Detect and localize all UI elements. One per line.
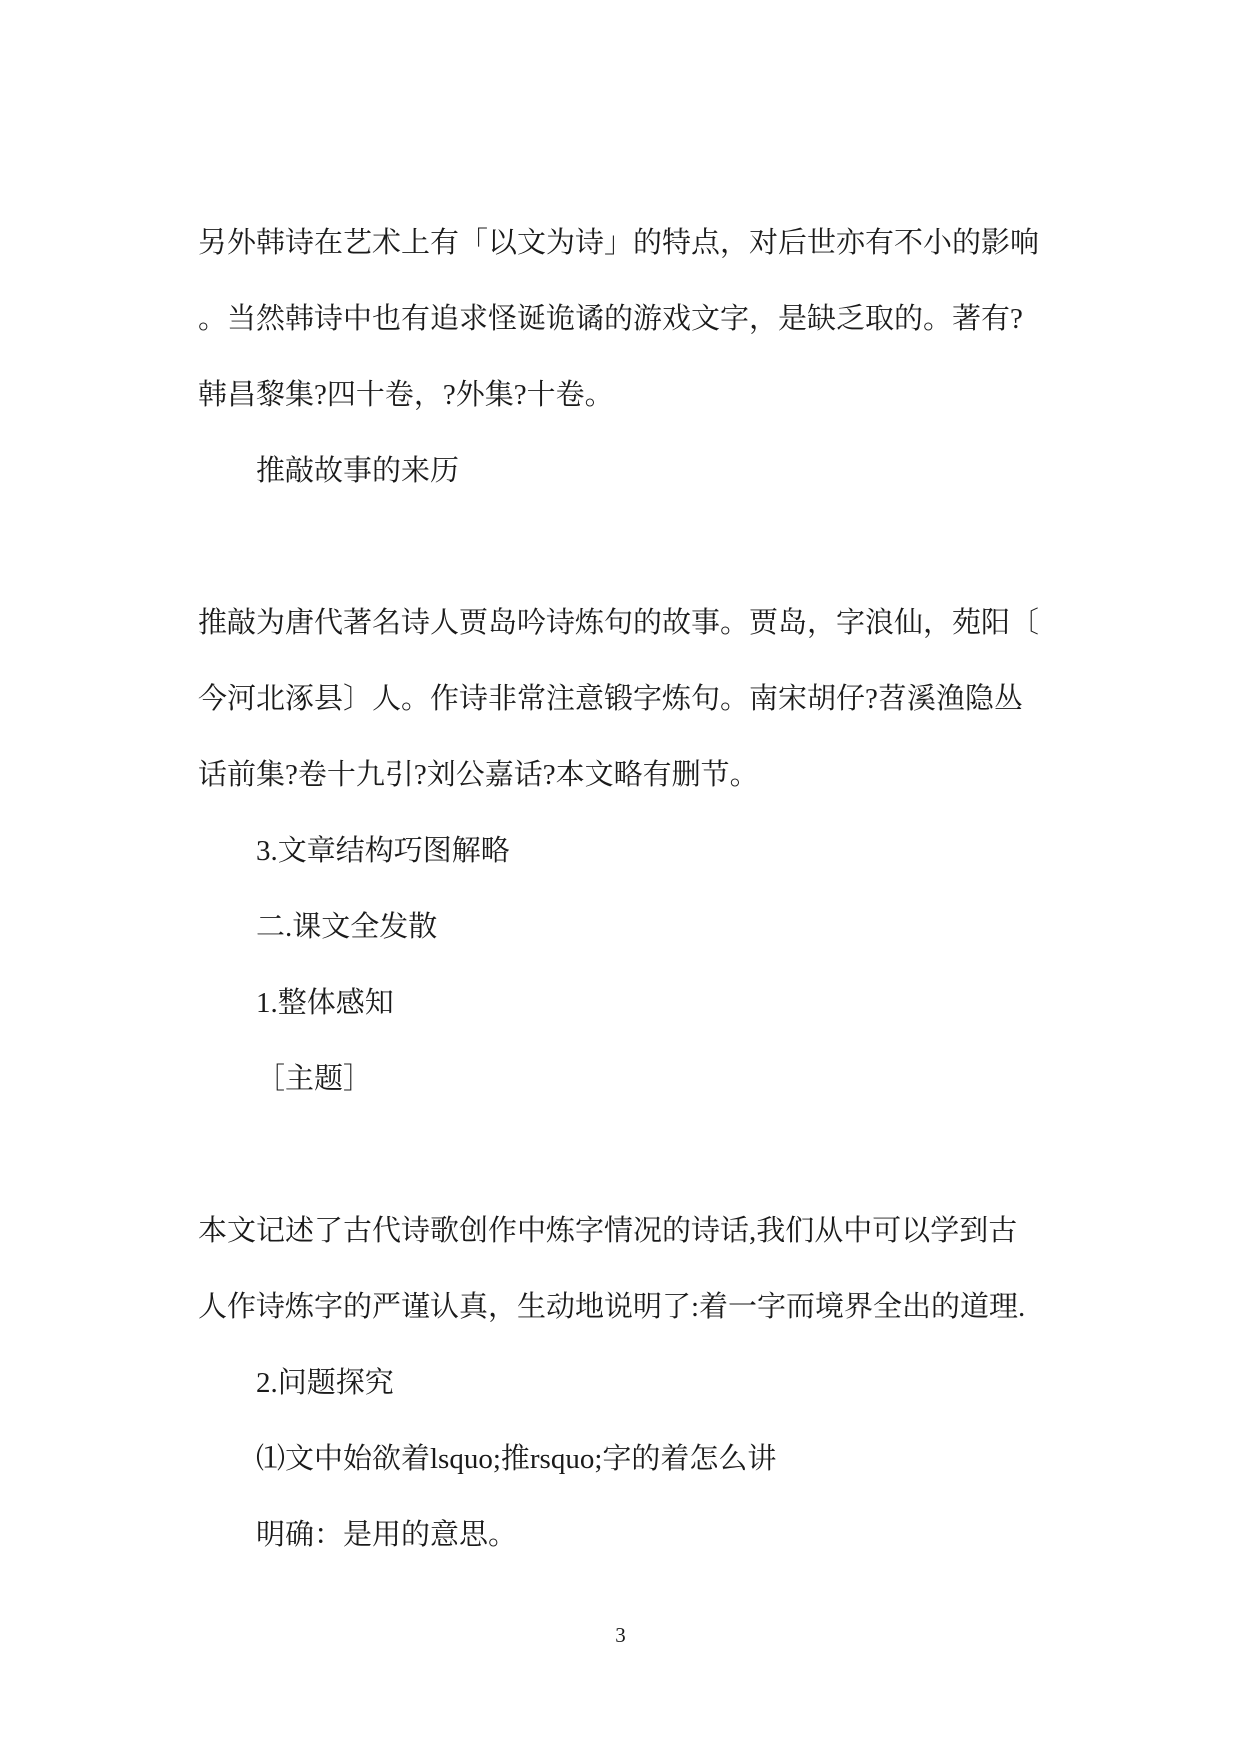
- text-line: [198, 509, 1058, 585]
- page-number: 3: [615, 1623, 626, 1647]
- text-line: 二.课文全发散: [256, 911, 438, 943]
- text-line: ［主题］: [256, 1063, 373, 1095]
- text-line: 3.文章结构巧图解略: [256, 835, 510, 867]
- text-line: 2.问题探究: [256, 1367, 394, 1399]
- text-line: 人作诗炼字的严谨认真，生动地说明了:着一字而境界全出的道理.: [198, 1291, 1026, 1323]
- text-line: ⑴文中始欲着lsquo;推rsquo;字的着怎么讲: [256, 1443, 777, 1475]
- text-line: 明确：是用的意思。: [256, 1519, 518, 1551]
- page-footer: [0, 1620, 1241, 1650]
- text-line: 推敲为唐代著名诗人贾岛吟诗炼句的故事。贾岛，字浪仙，苑阳〔: [198, 607, 1040, 639]
- text-line: 话前集?卷十九引?刘公嘉话?本文略有删节。: [198, 759, 759, 791]
- text-line: 今河北涿县〕人。作诗非常注意锻字炼句。南宋胡仔?苕溪渔隐丛: [198, 683, 1023, 715]
- text-line: 1.整体感知: [256, 987, 394, 1019]
- document-body: [198, 205, 1058, 1573]
- text-line: 另外韩诗在艺术上有「以文为诗」的特点，对后世亦有不小的影响: [198, 227, 1040, 259]
- text-line: 韩昌黎集?四十卷，?外集?十卷。: [198, 379, 614, 411]
- text-line: [198, 1117, 1058, 1193]
- text-line: 推敲故事的来历: [256, 455, 460, 487]
- text-line: 。当然韩诗中也有追求怪诞诡谲的游戏文字，是缺乏取的。著有?: [198, 303, 1023, 335]
- text-line: 本文记述了古代诗歌创作中炼字情况的诗话,我们从中可以学到古: [198, 1215, 1018, 1247]
